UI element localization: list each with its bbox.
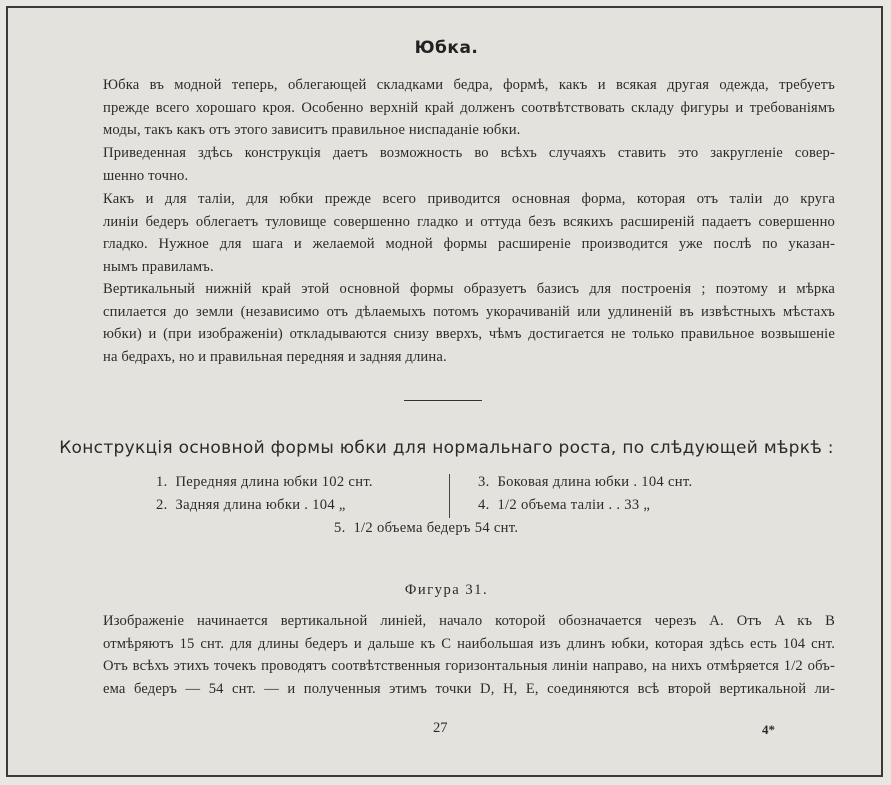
measurement-number: 3. — [478, 474, 490, 490]
section-divider — [404, 400, 482, 401]
measurement-label: Задняя длина юбки . 104 „ — [175, 497, 346, 513]
text-line: Отъ всѣхъ этихъ точекъ проводятъ соотвѣтственныя горизонтальныя линіи направо, на нихъ отмѣряется 1/2 объ- — [103, 658, 835, 674]
text-line: отмѣряютъ 15 снт. для длины бедеръ и дальше къ C наибольшая изъ длинъ юбки, которая здѣсь есть 104 снт. — [103, 635, 835, 652]
text-line: нымъ правиламъ. — [103, 258, 214, 275]
text-line: линіи бедеръ облегаетъ туловище совершенно гладко и оттуда безъ всякихъ расширеній падаетъ совершенно — [103, 213, 835, 230]
measurement-label: объема таліи . . 33 „ — [520, 497, 651, 513]
measurement-5 — [334, 520, 518, 537]
text-line: спилается до земли (независимо отъ дѣлаемыхъ потомъ укорачиваній или удлиненій въ извѣстныхъ мѣстахъ — [103, 303, 835, 320]
text-line: моды, такъ какъ отъ этого зависитъ правильное ниспаданіе юбки. — [103, 122, 521, 138]
text-line: Приведенная здѣсь конструкція даетъ возможность во всѣхъ случаяхъ ставить это закругленіе совер- — [103, 145, 835, 161]
page — [6, 6, 883, 777]
text-line: шенно точно. — [103, 167, 189, 184]
text-line: прежде всего хорошаго кроя. Особенно верхній край долженъ соотвѣтствовать складу фигуры и требованіямъ — [103, 99, 835, 116]
measurement-4 — [478, 497, 650, 514]
paragraph-1 — [103, 74, 835, 142]
figure-caption: Фигура 31. — [404, 582, 489, 598]
text-line: юбки) и (при изображеніи) откладываются снизу вверхъ, чѣмъ достигается не только правильное возвышеніе — [103, 326, 835, 342]
text-line: Изображеніе начинается вертикальной линіей, начало которой обозначается черезъ A. Отъ A къ B — [103, 613, 835, 629]
measurement-label: Передняя длина юбки 102 снт. — [175, 474, 373, 490]
construction-heading: Конструкція основной формы юбки для нормальнаго роста, по слѣдующей мѣркѣ : — [59, 438, 834, 458]
measurement-label: объема бедеръ 54 снт. — [376, 520, 519, 536]
page-number: 27 — [433, 720, 448, 736]
text-line: ема бедеръ — 54 снт. — и полученныя этимъ точки D, H, E, соединяются всѣ второй вертикальной ли- — [103, 680, 835, 697]
measurement-fraction: 1/2 — [497, 497, 518, 513]
measurement-1 — [156, 474, 373, 491]
paragraph-2 — [103, 142, 835, 187]
measurement-number: 2. — [156, 497, 168, 513]
text-line: Какъ и для таліи, для юбки прежде всего приводится основная форма, которая отъ таліи до круга — [103, 191, 835, 207]
paragraph-4 — [103, 278, 835, 368]
text-line: Юбка въ модной теперь, облегающей складками бедра, формѣ, какъ и всякая другая одежда, требуетъ — [103, 77, 835, 93]
text-line: Вертикальный нижній край этой основной формы образуетъ базисъ для построенія ; поэтому и мѣрка — [103, 281, 835, 297]
figure-paragraph — [103, 610, 835, 700]
measurement-2 — [156, 497, 346, 514]
measurement-number: 4. — [478, 497, 490, 513]
measurement-number: 1. — [156, 474, 168, 490]
page-title: Юбка. — [414, 38, 479, 58]
signature-mark: 4* — [762, 722, 775, 737]
measurement-fraction: 1/2 — [353, 520, 374, 536]
column-divider — [449, 474, 450, 518]
measurement-number: 5. — [334, 520, 346, 536]
paragraph-3 — [103, 188, 835, 278]
text-line: на бедрахъ, но и правильная передняя и задняя длина. — [103, 348, 447, 365]
text-line: гладко. Нужное для шага и желаемой модной формы расширеніе производится уже послѣ по указан- — [103, 236, 835, 252]
measurement-label: Боковая длина юбки . 104 снт. — [497, 474, 693, 490]
measurement-3 — [478, 474, 692, 491]
